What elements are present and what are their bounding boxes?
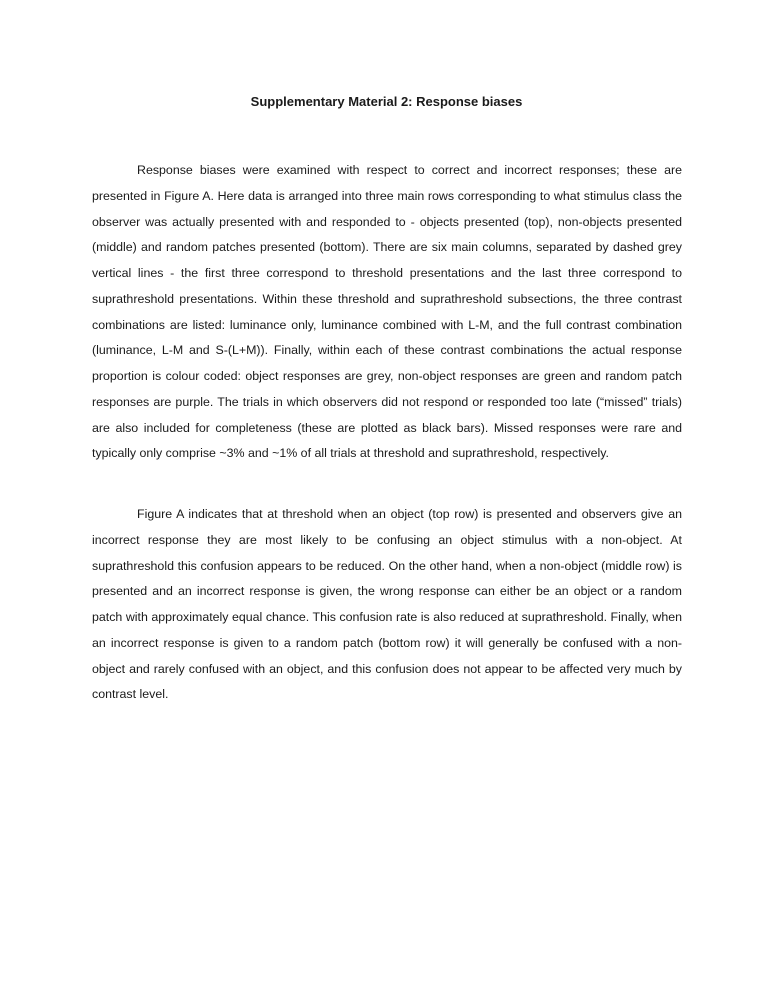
paragraph-response-biases-description: Response biases were examined with respect to correct and incorrect responses; these are presented in Figure A. Here data is arranged into three main rows corresponding to what stimulus class the observer was actually presented with and responded to - objects presented (top), non-objects presented (middle) and random patches presented (bottom). There are six main columns, separated by dashed grey vertical lines - the first three correspond to threshold presentations and the last three correspond to suprathreshold presentations. Within these threshold and suprathreshold subsections, the three contrast combinations are listed: luminance only, luminance combined with L-M, and the full contrast combination (luminance, L-M and S-(L+M)). Finally, within each of these contrast combinations the actual response proportion is colour coded: object responses are grey, non-object responses are green and random patch responses are purple. The trials in which observers did not respond or responded too late (“missed” trials) are also included for completeness (these are plotted as black bars). Missed responses were rare and typically only comprise ~3% and ~1% of all trials at threshold and suprathreshold, respectively.	[92, 163, 682, 461]
document-title: Supplementary Material 2: Response biases	[250, 94, 523, 109]
paragraph-figure-a-interpretation: Figure A indicates that at threshold when an object (top row) is presented and observers give an incorrect response they are most likely to be confusing an object stimulus with a non-object. At suprathreshold this confusion appears to be reduced. On the other hand, when a non-object (middle row) is presented and an incorrect response is given, the wrong response can either be an object or a random patch with approximately equal chance. This confusion rate is also reduced at suprathreshold. Finally, when an incorrect response is given to a random patch (bottom row) it will generally be confused with a non-object and rarely confused with an object, and this confusion does not appear to be affected very much by contrast level.	[92, 507, 682, 702]
